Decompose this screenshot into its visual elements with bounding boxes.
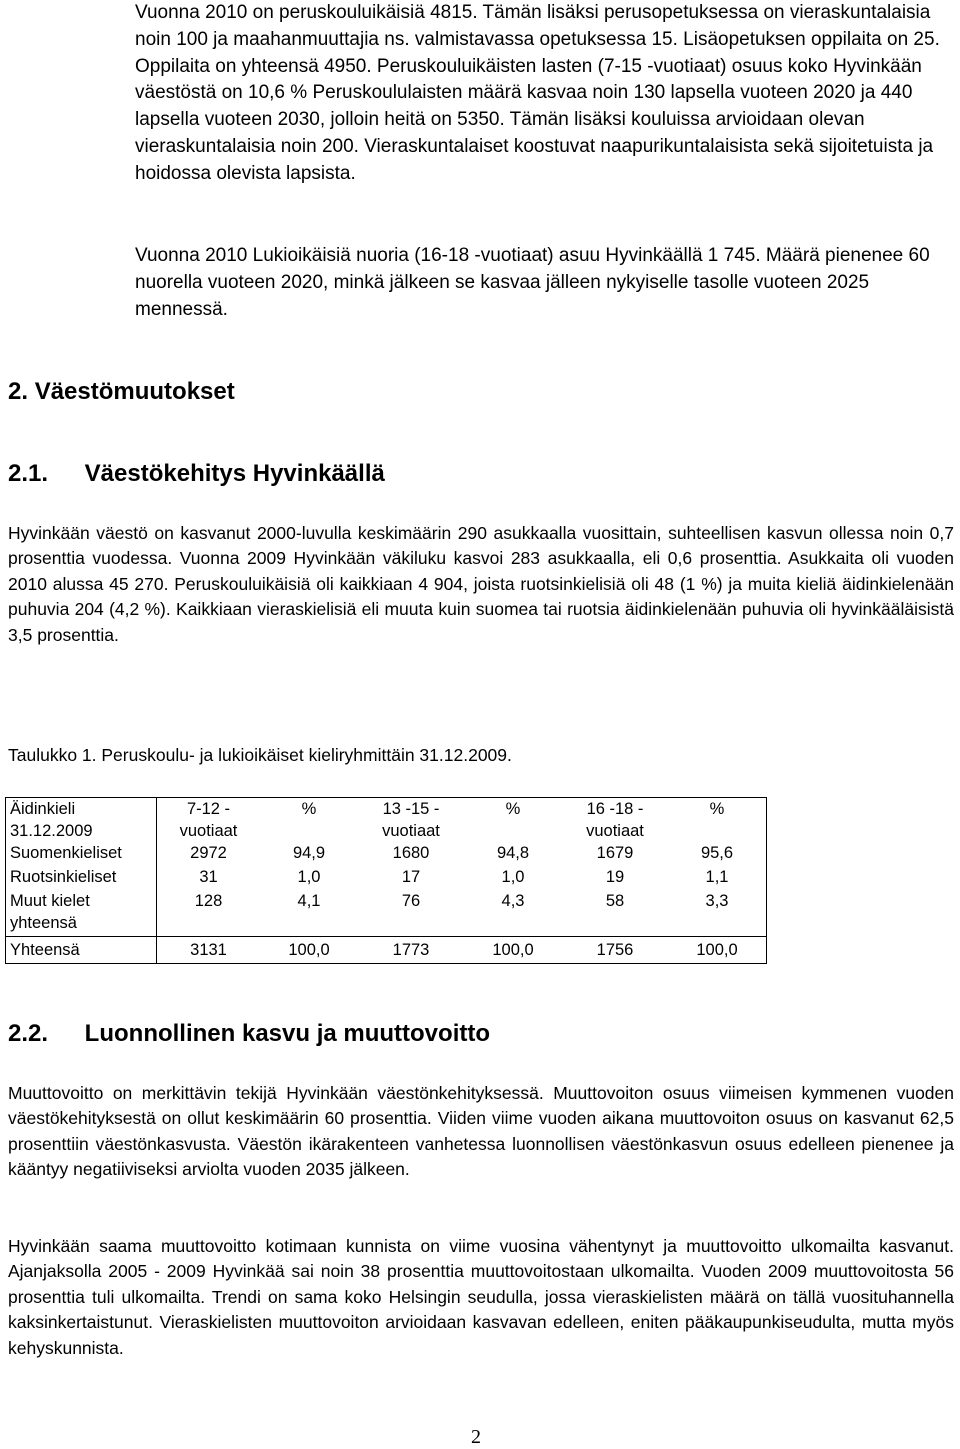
section-number: 2.2. (8, 1020, 49, 1047)
section-2-1-paragraph: Hyvinkään väestö on kasvanut 2000-luvulla keskimäärin 290 asukkaalla vuosittain, suhteellisen kasvun ollessa noin 0,7 prosenttia vuodessa. Vuonna 2009 Hyvinkään väkiluku kasvoi 283 asukkaalla, eli 0,6 prosenttia. Asukkaita oli vuoden 2010 alussa 45 270. Peruskouluikäisiä oli kaikkiaan 4 904, joista ruotsinkielisiä oli 48 (1 %) ja muita kieliä äidinkielenään puhuvia 204 (4,2 %). Kaikkiaan vieraskielisiä eli muuta kuin suomea tai ruotsia äidinkielenään puhuvia oli hyvinkääläisistä 3,5 prosenttia. (8, 523, 954, 645)
table-cell: 1,0 (297, 868, 321, 886)
section-heading-2 (8, 378, 235, 406)
table-cell: 94,8 (496, 844, 530, 862)
table-header-row (6, 798, 767, 843)
table-cell: 94,9 (292, 844, 326, 862)
table-cell: 3131 (157, 937, 261, 964)
table-cell: 1,0 (501, 868, 525, 886)
header-cell: 13 -15 - vuotiaat (358, 798, 464, 843)
table-row (6, 890, 767, 937)
table-cell: 19 (605, 868, 625, 886)
table-cell: 2972 (157, 842, 261, 866)
section-heading-2-2 (8, 1020, 490, 1048)
table-cell: 17 (401, 868, 421, 886)
table-cell: 1756 (562, 937, 668, 964)
table-cell: 100,0 (260, 937, 358, 964)
table-cell: 3,3 (668, 890, 767, 937)
table-row (6, 866, 767, 890)
table-cell: 4,1 (297, 892, 321, 910)
header-cell: Äidinkieli 31.12.2009 (6, 798, 157, 843)
intro-paragraph-2: Vuonna 2010 Lukioikäisiä nuoria (16-18 -vuotiaat) asuu Hyvinkäällä 1 745. Määrä pienenee 60 nuorella vuoteen 2020, minkä jälkeen se kasvaa jälleen nykyiselle tasolle vuoteen 2025 mennessä. (135, 245, 930, 320)
table-cell: Yhteensä (6, 937, 157, 964)
header-cell: % (668, 798, 767, 843)
section-title: Väestömuutokset (34, 378, 235, 405)
table-cell: 128 (157, 890, 261, 937)
table-cell: 100,0 (464, 937, 562, 964)
table-cell: 100,0 (668, 937, 767, 964)
table-cell: 1,1 (668, 866, 767, 890)
table-caption: Taulukko 1. Peruskoulu- ja lukioikäiset kieliryhmittäin 31.12.2009. (8, 745, 512, 765)
section-title: Luonnollinen kasvu ja muuttovoitto (84, 1020, 490, 1047)
section-2-2-paragraph-2: Hyvinkään saama muuttovoitto kotimaan kunnista on viime vuosina vähentynyt ja muuttovoitto ulkomailta kasvanut. Ajanjaksolla 2005 - 2009 Hyvinkää sai noin 38 prosenttia muuttovoitostaan ulkomailta. Vuoden 2009 muuttovoitosta 56 prosenttia tuli ulkomailta. Trendi on sama koko Helsingin seudulla, jossa vieraskielisten määrä on tällä vuosituhannella kaksinkertaistunut. Vieraskielisten muuttovoiton arvioidaan kasvavan edelleen, eniten pääkaupunkiseudulta, mutta myös kehyskunnista. (8, 1236, 954, 1358)
table-row (6, 842, 767, 866)
header-cell: % (464, 798, 562, 843)
header-cell: % (260, 798, 358, 843)
page-number: 2 (471, 1426, 481, 1448)
table-cell: 1679 (596, 844, 634, 862)
section-2-2-paragraph-1: Muuttovoitto on merkittävin tekijä Hyvinkään väestönkehityksessä. Muuttovoiton osuus viimeisen kymmenen vuoden väestökehityksestä on ollut keskimäärin 60 prosenttia. Viiden viime vuoden aikana muuttovoiton osuus on kasvanut 62,5 prosenttiin väestönkasvusta. Väestön ikärakenteen vanhetessa luonnollisen väestönkasvun osuus edelleen pienenee ja kääntyy negatiiviseksi arviolta vuoden 2035 jälkeen. (8, 1083, 954, 1180)
intro-paragraph-1: Vuonna 2010 on peruskouluikäisiä 4815. Tämän lisäksi perusopetuksessa on vieraskuntalaisia noin 100 ja maahanmuuttajia ns. valmistavassa opetuksessa 15. Lisäopetuksen oppilaita on 25. Oppilaita on yhteensä 4950. Peruskouluikäisten lasten (7-15 -vuotiaat) osuus koko Hyvinkään väestöstä on 10,6 % Peruskoululaisten määrä kasvaa noin 130 lapsella vuoteen 2020 ja 440 lapsella vuoteen 2030, jolloin heitä on 5350. Tämän lisäksi kouluissa arvioidaan olevan vieraskuntalaisia noin 200. Vieraskuntalaiset koostuvat naapurikuntalaisista sekä sijoitetuista ja hoidossa olevista lapsista. (135, 2, 940, 184)
table-cell: Ruotsinkieliset (6, 866, 157, 890)
section-title: Väestökehitys Hyvinkäällä (84, 460, 385, 487)
table-cell: 95,6 (668, 842, 767, 866)
table-cell: 76 (401, 892, 421, 910)
table-cell: 4,3 (501, 892, 525, 910)
section-number: 2. (8, 378, 29, 405)
table-cell: 31 (157, 866, 261, 890)
table-cell: 1680 (392, 844, 430, 862)
table-cell: 1773 (358, 937, 464, 964)
table-total-row (6, 937, 767, 964)
table-cell: 58 (605, 892, 625, 910)
header-cell: 7-12 - vuotiaat (157, 798, 261, 843)
section-number: 2.1. (8, 460, 49, 487)
table-cell: Suomenkieliset (6, 842, 157, 866)
language-group-table (5, 797, 767, 964)
section-heading-2-1 (8, 460, 385, 488)
header-cell: 16 -18 - vuotiaat (562, 798, 668, 843)
table-cell: Muut kielet yhteensä (6, 890, 157, 937)
